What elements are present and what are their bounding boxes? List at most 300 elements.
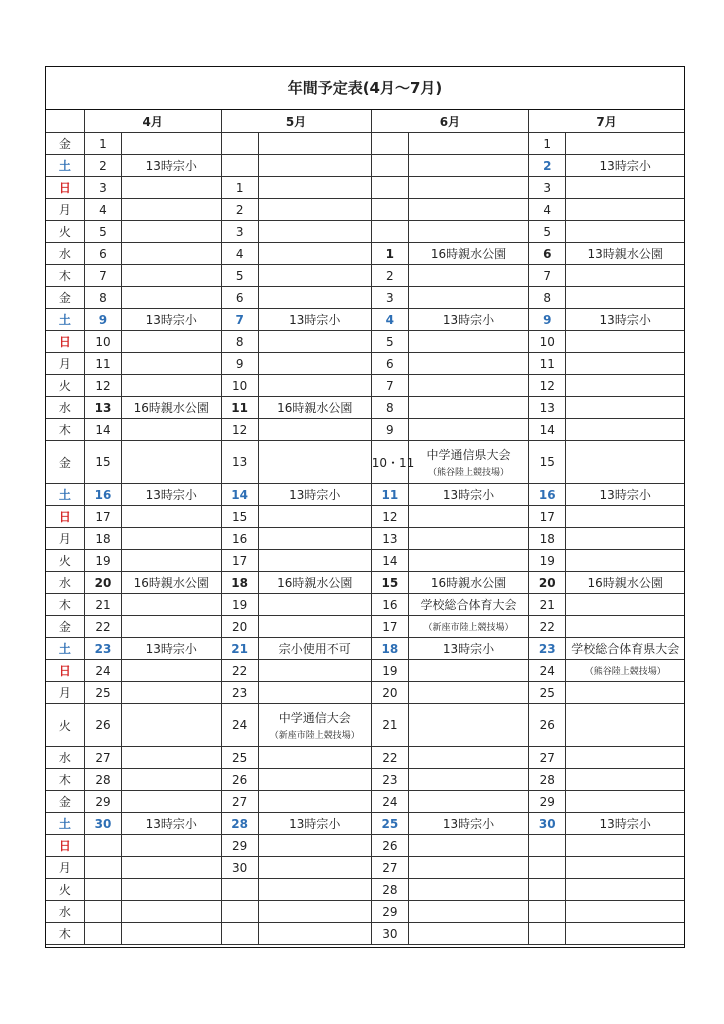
event-cell-april [122,155,221,177]
table-row [46,550,684,572]
event-cell-april [122,199,221,221]
date-cell-april [84,879,121,901]
weekday-cell: 月 [46,857,84,879]
event-label: 16時親水公園 [277,401,353,415]
event-cell-april [122,397,221,419]
table-row [46,133,684,155]
event-label: 宗小使用不可 [278,642,351,656]
date-cell-july: 17 [529,506,566,528]
weekday-cell: 水 [46,397,84,419]
event-label: 13時宗小 [289,313,341,327]
date-cell-april [84,923,121,945]
event-label: 13時宗小 [442,642,495,656]
event-cell-may [258,747,371,769]
weekday-header [46,110,84,133]
event-cell-june [408,309,528,331]
weekday-cell: 火 [46,221,84,243]
event-cell-april [122,638,221,660]
table-row [46,813,684,835]
date-cell-may: 12 [221,419,258,441]
date-cell-june: 20 [371,682,408,704]
table-row [46,155,684,177]
event-label: 16時親水公園 [430,247,507,261]
date-cell-april: 17 [84,506,121,528]
event-cell-june [408,419,528,441]
event-cell-may [258,155,371,177]
event-label: 13時宗小 [145,488,197,502]
event-cell-july [566,155,684,177]
date-cell-july: 24 [529,660,566,682]
event-label: 13時宗小 [599,817,651,831]
event-label: 13時宗小 [145,817,197,831]
date-cell-july: 8 [529,287,566,309]
event-cell-june [408,177,528,199]
date-cell-july: 13 [529,397,566,419]
event-cell-may [258,835,371,857]
event-cell-june [408,528,528,550]
date-cell-april: 28 [84,769,121,791]
date-cell-july: 15 [529,441,566,484]
weekday-cell: 水 [46,747,84,769]
event-cell-may [258,813,371,835]
date-cell-april: 12 [84,375,121,397]
event-cell-july [566,704,684,747]
event-cell-may [258,133,371,155]
event-cell-june [408,572,528,594]
date-cell-june: 18 [371,638,408,660]
event-cell-july [566,528,684,550]
event-cell-may [258,419,371,441]
weekday-cell: 水 [46,243,84,265]
event-cell-july [566,791,684,813]
event-label: 中学通信県大会 [426,448,511,462]
event-cell-may [258,221,371,243]
date-cell-july: 28 [529,769,566,791]
month-header-may: 5月 [221,110,371,133]
date-cell-july: 23 [529,638,566,660]
date-cell-june: 5 [371,331,408,353]
date-cell-july: 27 [529,747,566,769]
event-cell-may [258,375,371,397]
date-cell-may: 7 [221,309,258,331]
weekday-cell: 木 [46,769,84,791]
date-cell-april [84,835,121,857]
date-cell-july: 19 [529,550,566,572]
event-label: 13時宗小 [599,488,651,502]
table-row [46,572,684,594]
page-title: 年間予定表(4月～7月) [46,67,684,110]
event-cell-may [258,901,371,923]
event-label: 13時宗小 [442,313,495,327]
date-cell-april: 18 [84,528,121,550]
date-cell-may: 9 [221,353,258,375]
event-cell-june [408,660,528,682]
date-cell-june [371,199,408,221]
date-cell-may: 11 [221,397,258,419]
event-cell-july [566,441,684,484]
event-cell-april [122,550,221,572]
event-cell-june [408,594,528,616]
event-cell-may [258,682,371,704]
date-cell-june: 14 [371,550,408,572]
event-cell-june [408,397,528,419]
date-cell-july: 7 [529,265,566,287]
table-row [46,221,684,243]
weekday-cell: 火 [46,550,84,572]
date-cell-july: 16 [529,484,566,506]
event-cell-july [566,923,684,945]
event-cell-july [566,484,684,506]
event-cell-april [122,133,221,155]
date-cell-june: 22 [371,747,408,769]
event-label: 13時宗小 [289,817,341,831]
event-cell-june [408,331,528,353]
table-row [46,331,684,353]
table-row [46,375,684,397]
table-row [46,528,684,550]
event-cell-april [122,243,221,265]
table-row [46,594,684,616]
event-cell-june [408,375,528,397]
event-cell-june [408,484,528,506]
date-cell-may: 21 [221,638,258,660]
table-row [46,835,684,857]
event-label: 13時宗小 [145,642,197,656]
event-cell-april [122,857,221,879]
event-cell-june [408,682,528,704]
event-cell-may [258,528,371,550]
date-cell-july: 20 [529,572,566,594]
date-cell-may: 4 [221,243,258,265]
weekday-cell: 月 [46,353,84,375]
date-cell-june: 7 [371,375,408,397]
date-cell-april: 29 [84,791,121,813]
event-cell-july [566,331,684,353]
event-label: 16時親水公園 [133,576,209,590]
event-cell-may [258,177,371,199]
event-cell-july [566,638,684,660]
date-cell-may: 20 [221,616,258,638]
weekday-cell: 月 [46,682,84,704]
date-cell-april: 15 [84,441,121,484]
event-cell-july [566,199,684,221]
date-cell-may: 27 [221,791,258,813]
date-cell-may: 22 [221,660,258,682]
event-label: 13時宗小 [145,313,197,327]
event-cell-april [122,353,221,375]
table-row [46,199,684,221]
table-row [46,660,684,682]
event-label: 13時宗小 [599,159,651,173]
event-cell-april [122,441,221,484]
date-cell-april: 4 [84,199,121,221]
table-row [46,879,684,901]
weekday-cell: 水 [46,901,84,923]
date-cell-july: 26 [529,704,566,747]
event-cell-july [566,375,684,397]
date-cell-july: 10 [529,331,566,353]
event-cell-may [258,769,371,791]
event-cell-june [408,813,528,835]
weekday-cell: 金 [46,287,84,309]
date-cell-june: 28 [371,879,408,901]
event-label: 学校総合体育大会 [420,598,517,612]
date-cell-june: 8 [371,397,408,419]
date-cell-may: 19 [221,594,258,616]
event-cell-may [258,353,371,375]
weekday-cell: 土 [46,309,84,331]
weekday-cell: 土 [46,484,84,506]
event-cell-may [258,572,371,594]
date-cell-june: 29 [371,901,408,923]
event-cell-july [566,133,684,155]
event-cell-may [258,243,371,265]
event-cell-june [408,506,528,528]
event-cell-june [408,550,528,572]
event-cell-may [258,923,371,945]
weekday-cell: 火 [46,704,84,747]
date-cell-june: 23 [371,769,408,791]
date-cell-april: 10 [84,331,121,353]
date-cell-may: 29 [221,835,258,857]
event-cell-may [258,857,371,879]
date-cell-june: 4 [371,309,408,331]
table-row [46,616,684,638]
event-label: 16時親水公園 [587,576,663,590]
event-label: 中学通信大会 [278,711,351,725]
event-cell-may [258,704,371,747]
event-cell-april [122,572,221,594]
event-cell-june [408,879,528,901]
date-cell-may: 18 [221,572,258,594]
date-cell-april: 14 [84,419,121,441]
event-cell-april [122,221,221,243]
weekday-cell: 木 [46,594,84,616]
date-cell-may: 28 [221,813,258,835]
event-cell-july [566,769,684,791]
weekday-cell: 日 [46,331,84,353]
event-cell-june [408,835,528,857]
event-cell-july [566,813,684,835]
event-cell-june [408,791,528,813]
date-cell-may: 16 [221,528,258,550]
weekday-cell: 土 [46,813,84,835]
event-cell-july [566,857,684,879]
table-row [46,857,684,879]
date-cell-may: 30 [221,857,258,879]
weekday-cell: 木 [46,265,84,287]
event-cell-april [122,309,221,331]
date-cell-july: 3 [529,177,566,199]
date-cell-june: 12 [371,506,408,528]
event-cell-april [122,879,221,901]
table-row [46,419,684,441]
date-cell-july: 25 [529,682,566,704]
date-cell-april: 8 [84,287,121,309]
date-cell-july: 9 [529,309,566,331]
date-cell-june [371,133,408,155]
event-cell-june [408,287,528,309]
weekday-cell: 金 [46,616,84,638]
date-cell-april: 23 [84,638,121,660]
event-cell-july [566,419,684,441]
date-cell-july [529,879,566,901]
event-label: （新座市陸上競技場） [423,623,514,633]
table-row [46,441,684,484]
weekday-cell: 火 [46,879,84,901]
event-cell-july [566,265,684,287]
date-cell-april: 3 [84,177,121,199]
event-cell-july [566,616,684,638]
event-cell-april [122,835,221,857]
event-cell-june [408,221,528,243]
date-cell-may: 17 [221,550,258,572]
event-cell-april [122,813,221,835]
event-cell-july [566,901,684,923]
table-row [46,506,684,528]
date-cell-april: 27 [84,747,121,769]
date-cell-may: 3 [221,221,258,243]
date-cell-april: 22 [84,616,121,638]
date-cell-july [529,835,566,857]
weekday-cell: 月 [46,199,84,221]
date-cell-june: 10・11 [371,441,408,484]
event-label: 16時親水公園 [430,576,507,590]
date-cell-april: 11 [84,353,121,375]
table-row [46,397,684,419]
event-cell-june [408,638,528,660]
event-cell-june [408,901,528,923]
schedule-table [46,110,684,945]
date-cell-june: 26 [371,835,408,857]
event-label: 13時宗小 [145,159,197,173]
event-cell-april [122,747,221,769]
weekday-cell: 火 [46,375,84,397]
event-cell-april [122,331,221,353]
table-row [46,177,684,199]
event-cell-july [566,747,684,769]
event-cell-july [566,309,684,331]
date-cell-april: 1 [84,133,121,155]
date-cell-june: 19 [371,660,408,682]
date-cell-july: 5 [529,221,566,243]
event-cell-june [408,747,528,769]
date-cell-may: 2 [221,199,258,221]
date-cell-april: 21 [84,594,121,616]
event-cell-july [566,506,684,528]
date-cell-july: 12 [529,375,566,397]
date-cell-may [221,133,258,155]
table-row [46,638,684,660]
date-cell-june: 21 [371,704,408,747]
event-label: 16時親水公園 [277,576,353,590]
weekday-cell: 水 [46,572,84,594]
event-cell-june [408,923,528,945]
date-cell-april: 19 [84,550,121,572]
date-cell-may: 24 [221,704,258,747]
date-cell-may: 6 [221,287,258,309]
table-row [46,769,684,791]
event-cell-july [566,835,684,857]
event-cell-april [122,375,221,397]
event-cell-may [258,441,371,484]
event-cell-july [566,682,684,704]
event-cell-july [566,287,684,309]
event-cell-july [566,594,684,616]
month-header-july: 7月 [529,110,684,133]
event-cell-may [258,199,371,221]
event-cell-may [258,660,371,682]
date-cell-may: 10 [221,375,258,397]
date-cell-june [371,221,408,243]
date-cell-may [221,923,258,945]
event-cell-may [258,791,371,813]
date-cell-may [221,901,258,923]
weekday-cell: 木 [46,419,84,441]
date-cell-june: 15 [371,572,408,594]
event-cell-april [122,506,221,528]
event-cell-june [408,769,528,791]
date-cell-april: 30 [84,813,121,835]
event-cell-may [258,484,371,506]
date-cell-june: 13 [371,528,408,550]
table-row [46,901,684,923]
date-cell-april: 7 [84,265,121,287]
event-cell-june [408,353,528,375]
date-cell-may [221,879,258,901]
event-cell-july [566,397,684,419]
table-row [46,353,684,375]
event-label: （熊谷陸上競技場） [584,667,666,677]
event-cell-july [566,660,684,682]
date-cell-june [371,177,408,199]
table-row [46,791,684,813]
date-cell-june: 3 [371,287,408,309]
event-cell-may [258,506,371,528]
weekday-cell: 土 [46,638,84,660]
date-cell-april: 26 [84,704,121,747]
table-row [46,243,684,265]
event-cell-june [408,704,528,747]
date-cell-june: 30 [371,923,408,945]
date-cell-april: 24 [84,660,121,682]
weekday-cell: 金 [46,441,84,484]
table-row [46,704,684,747]
event-cell-june [408,857,528,879]
date-cell-may: 5 [221,265,258,287]
event-label: 13時宗小 [442,817,495,831]
event-cell-may [258,331,371,353]
weekday-cell: 日 [46,177,84,199]
weekday-cell: 金 [46,791,84,813]
event-cell-may [258,550,371,572]
event-cell-july [566,177,684,199]
event-cell-july [566,879,684,901]
date-cell-april [84,857,121,879]
event-label: 13時宗小 [442,488,495,502]
date-cell-july: 11 [529,353,566,375]
weekday-cell: 日 [46,660,84,682]
table-row [46,682,684,704]
table-row [46,923,684,945]
date-cell-april: 5 [84,221,121,243]
event-cell-july [566,221,684,243]
weekday-cell: 木 [46,923,84,945]
event-cell-april [122,616,221,638]
event-label: 13時宗小 [289,488,341,502]
table-row [46,309,684,331]
month-header-row [46,110,684,133]
